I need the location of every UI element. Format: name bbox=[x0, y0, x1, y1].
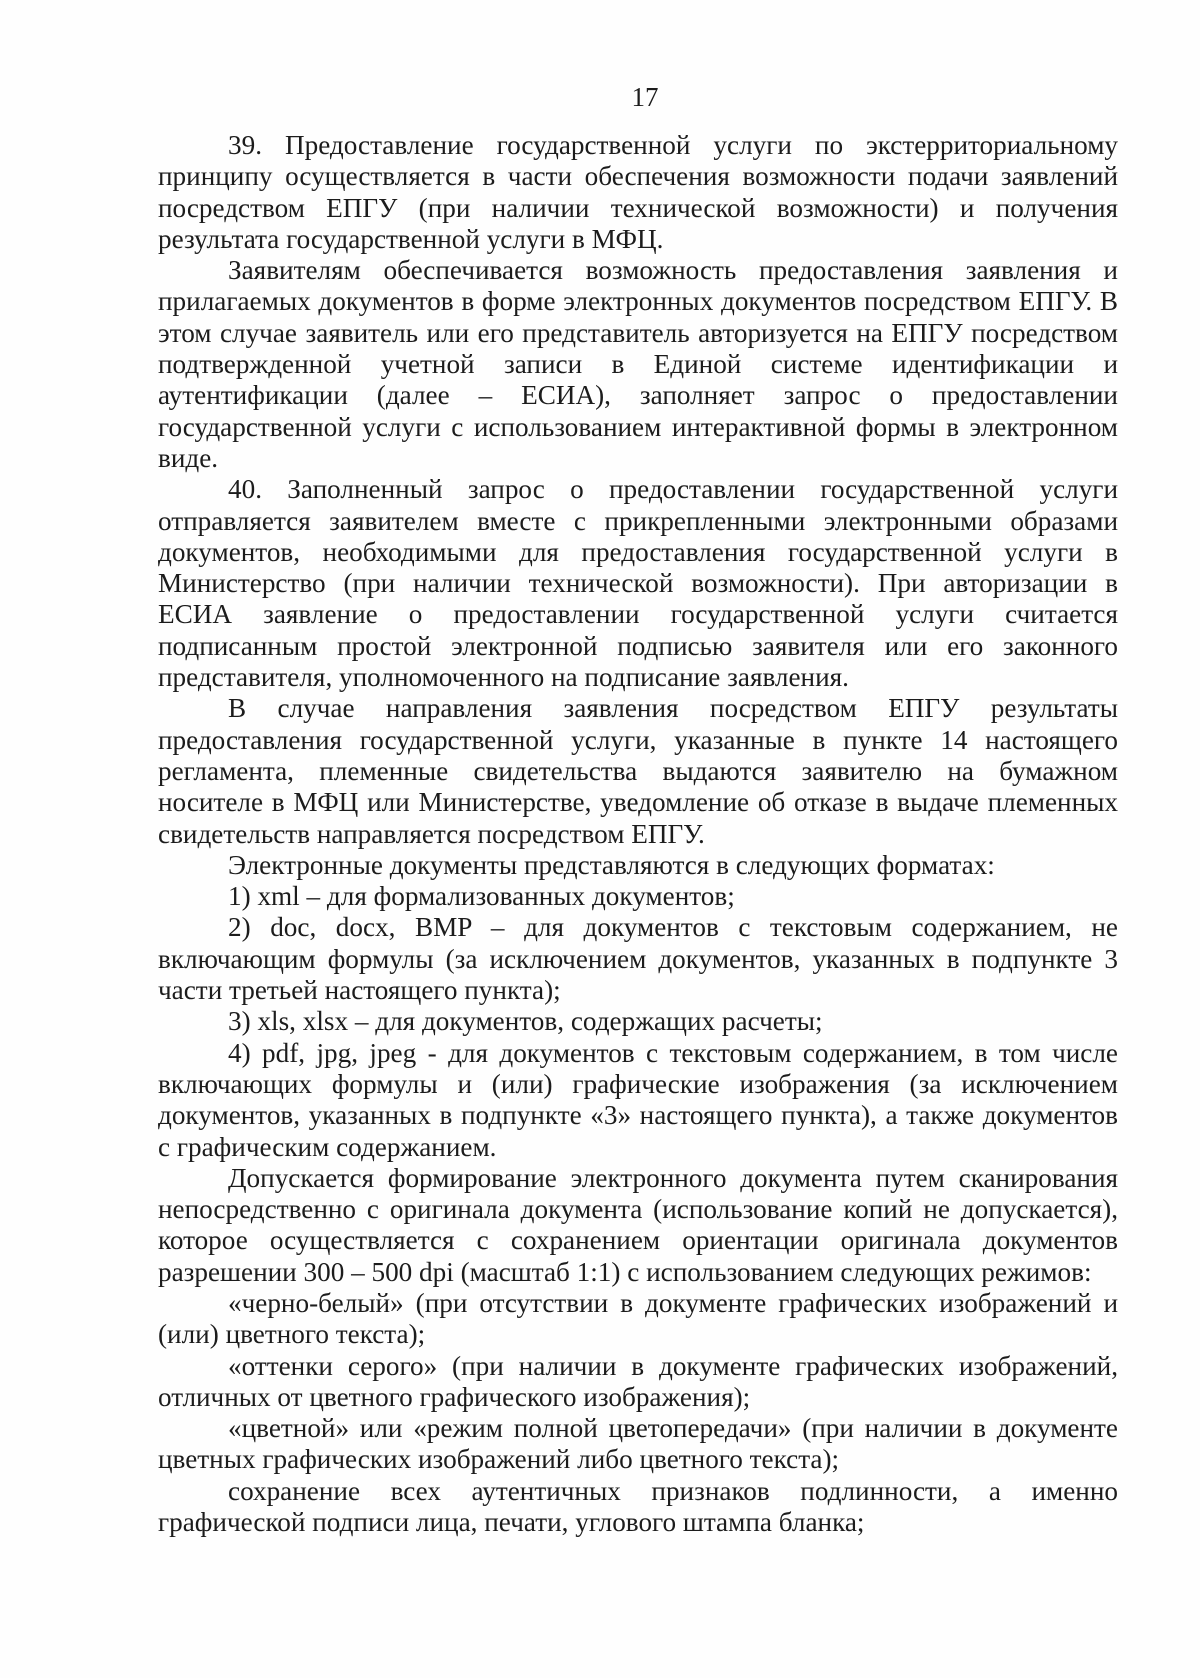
list-item-format-pdf: 4) pdf, jpg, jpeg - для документов с текстовым содержанием, в том числе включающих формулы и (или) графические изображения (за исключением документов, указанных в подпункте «3» настоящего пункта), а также документов с графическим содержанием. bbox=[158, 1037, 1118, 1162]
paragraph-applicants-epgu: Заявителям обеспечивается возможность предоставления заявления и прилагаемых документов в форме электронных документов посредством ЕПГУ. В этом случае заявитель или его представитель авторизуется на ЕПГУ посредством подтвержденной учетной записи в Единой системе идентификации и аутентификации (далее – ЕСИА), заполняет запрос о предоставлении государственной услуги с использованием интерактивной формы в электронном виде. bbox=[158, 255, 1118, 473]
paragraph-results-delivery: В случае направления заявления посредством ЕПГУ результаты предоставления государственной услуги, указанные в пункте 14 настоящего регламента, племенные свидетельства выдаются заявителю на бумажном носителе в МФЦ или Министерстве, уведомление об отказе в выдаче племенных свидетельств направляется посредством ЕПГУ. bbox=[158, 693, 1118, 849]
page-number: 17 bbox=[631, 82, 659, 112]
paragraph-scanning: Допускается формирование электронного документа путем сканирования непосредственно с оригинала документа (использование копий не допускается), которое осуществляется с сохранением ориентации оригинала документов разрешении 300 – 500 dpi (масштаб 1:1) с использованием следующих режимов: bbox=[158, 1162, 1118, 1287]
paragraph-40: 40. Заполненный запрос о предоставлении государственной услуги отправляется заявителем вместе с прикрепленными электронными образами документов, необходимыми для предоставления государственной услуги в Министерство (при наличии технической возможности). При авторизации в ЕСИА заявление о предоставлении государственной услуги считается подписанным простой электронной подписью заявителя или его законного представителя, уполномоченного на подписание заявления. bbox=[158, 474, 1118, 693]
list-item-format-xml: 1) xml – для формализованных документов; bbox=[228, 881, 735, 912]
list-item-authenticity: сохранение всех аутентичных признаков подлинности, а именно графической подписи лица, печати, углового штампа бланка; bbox=[158, 1475, 1118, 1538]
list-item-format-doc: 2) doc, docx, BMP – для документов с текстовым содержанием, не включающим формулы (за исключением документов, указанных в подпункте 3 части третьей настоящего пункта); bbox=[158, 912, 1118, 1006]
list-item-mode-color: «цветной» или «режим полной цветопередачи» (при наличии в документе цветных графических изображений либо цветного текста); bbox=[158, 1413, 1118, 1475]
list-item-mode-grayscale: «оттенки серого» (при наличии в документе графических изображений, отличных от цветного графического изображения); bbox=[158, 1350, 1118, 1412]
list-item-mode-bw: «черно-белый» (при отсутствии в документе графических изображений и (или) цветного текста); bbox=[158, 1287, 1118, 1350]
paragraph-formats-intro: Электронные документы представляются в следующих форматах: bbox=[228, 849, 995, 880]
body-text bbox=[158, 130, 1118, 1538]
paragraph-39: 39. Предоставление государственной услуги по экстерриториальному принципу осуществляется в части обеспечения возможности подачи заявлений посредством ЕПГУ (при наличии технической возможности) и получения результата государственной услуги в МФЦ. bbox=[158, 130, 1118, 254]
list-item-format-xls: 3) xls, xlsx – для документов, содержащих расчеты; bbox=[228, 1006, 823, 1037]
